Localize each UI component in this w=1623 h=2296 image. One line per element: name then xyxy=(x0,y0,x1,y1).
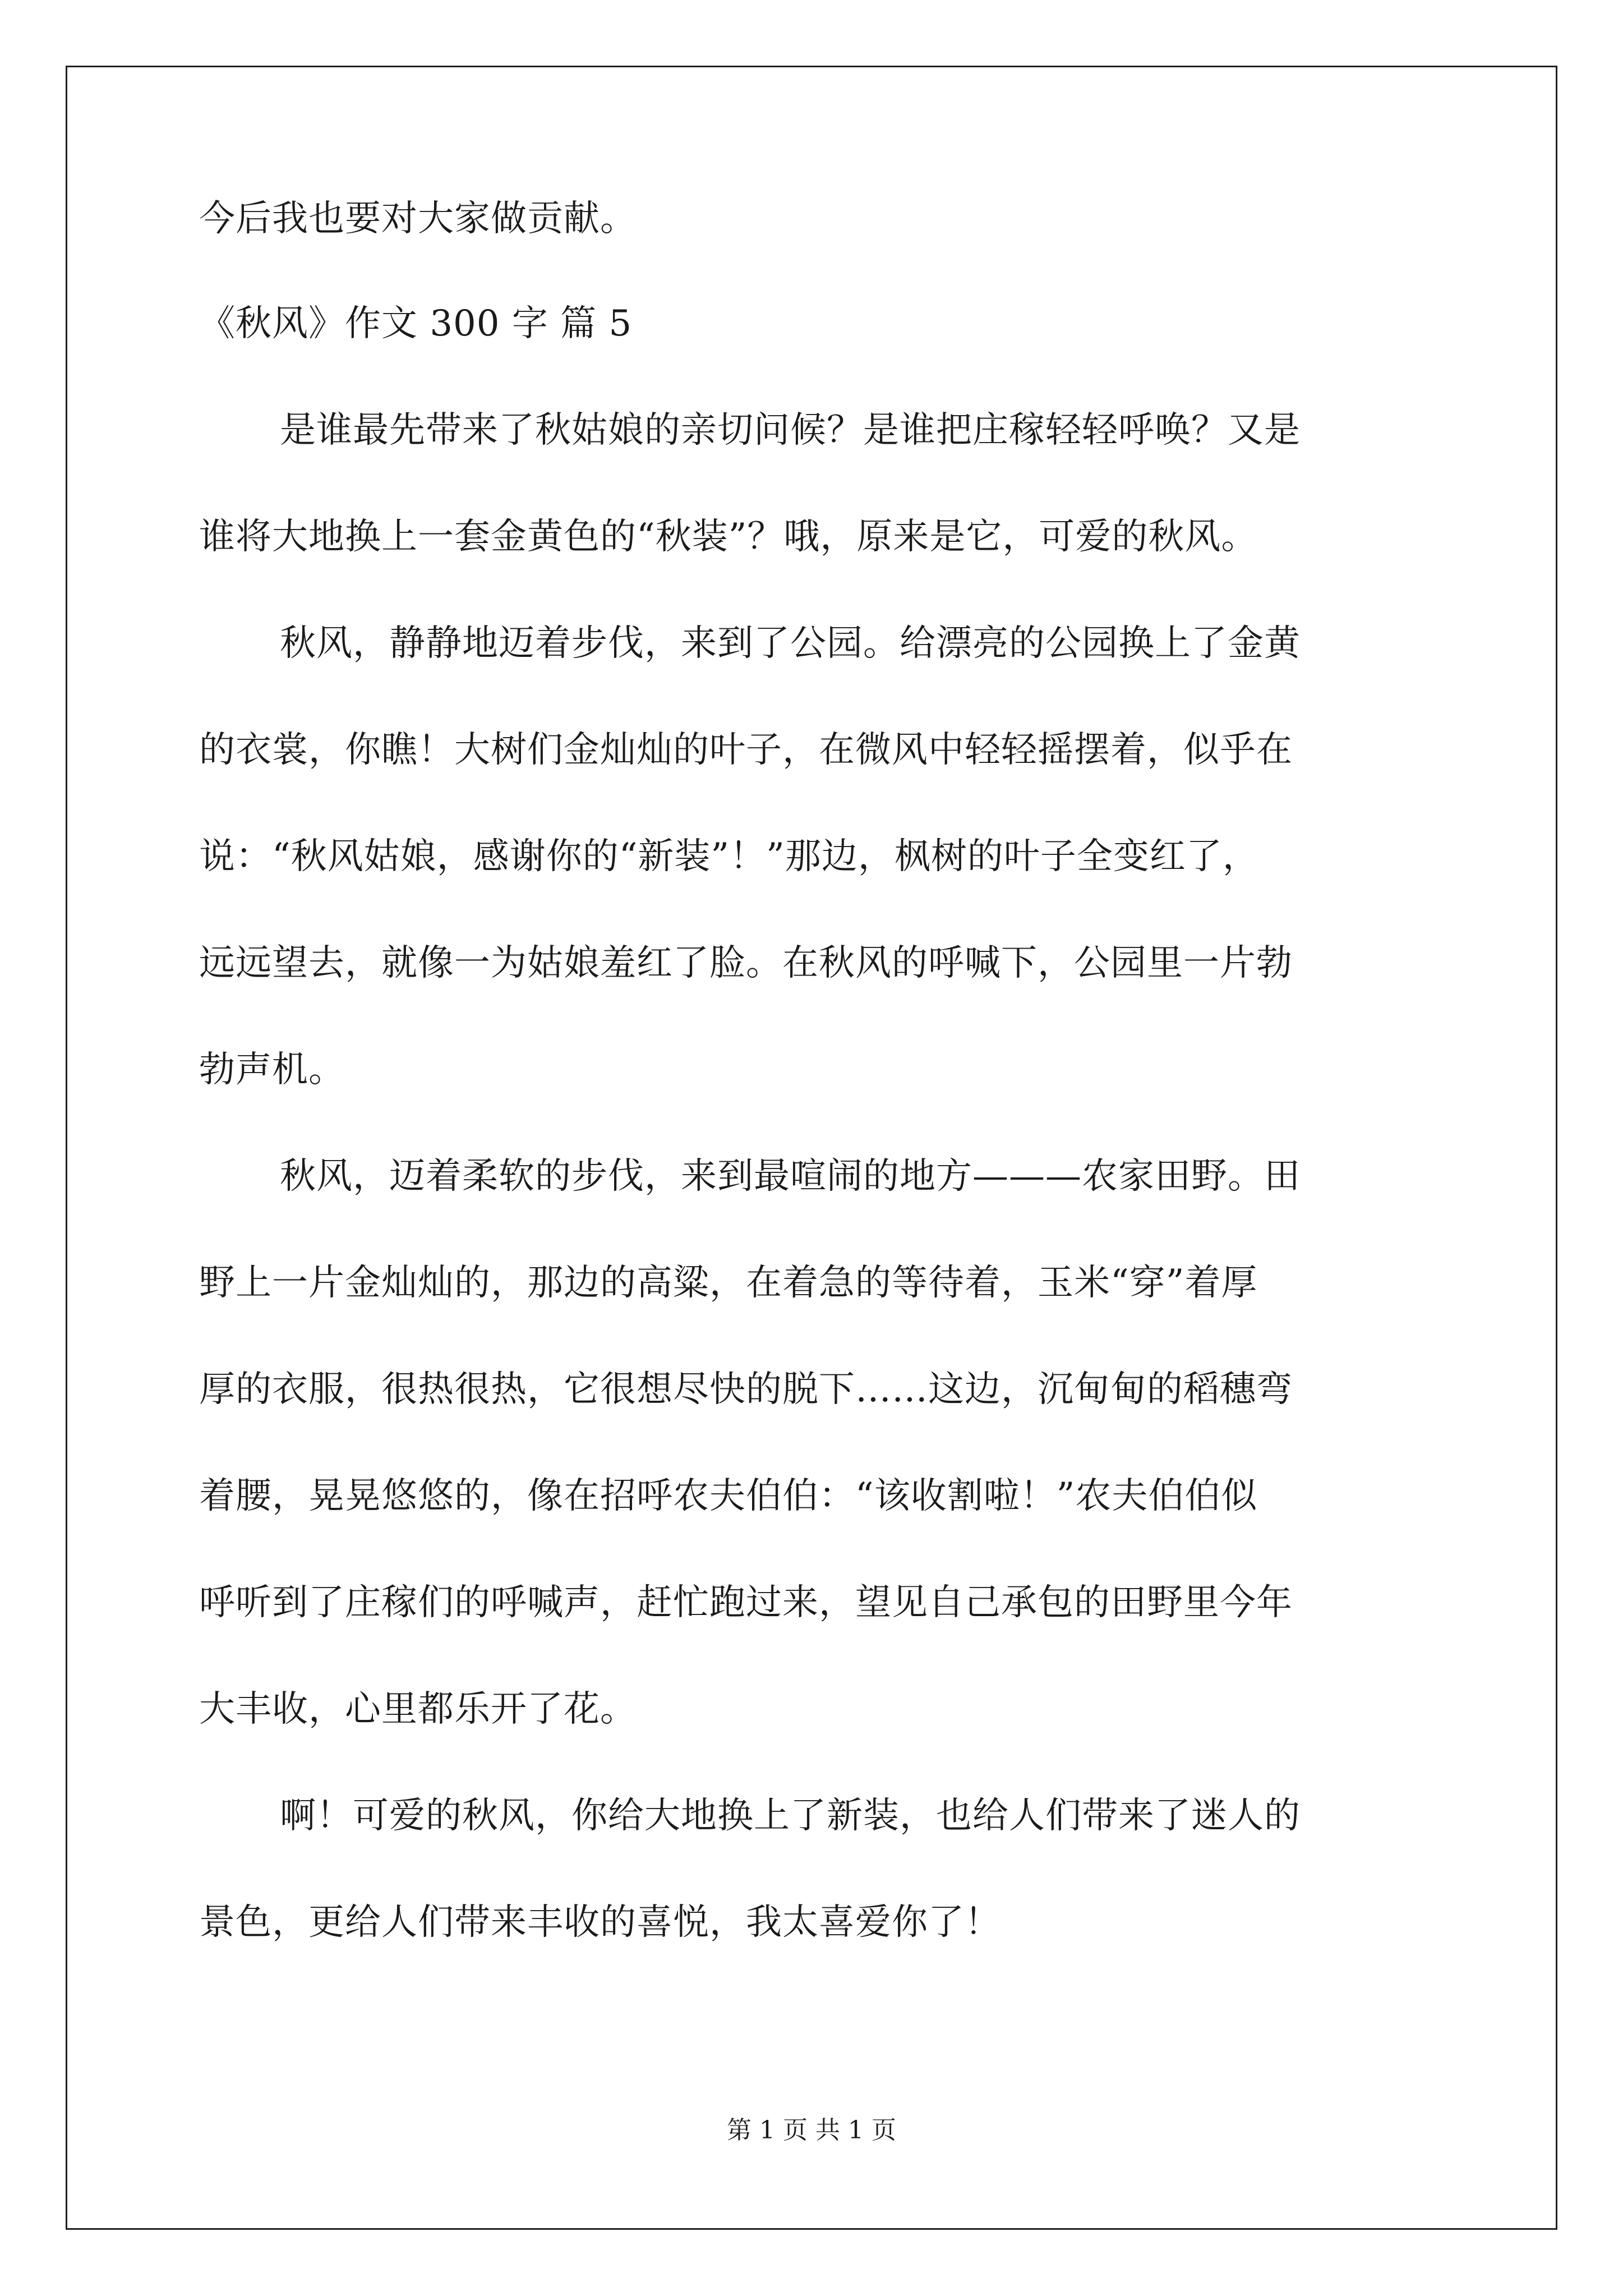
text-line: 说：“秋风姑娘，感谢你的“新装”！”那边，枫树的叶子全变红了， xyxy=(199,836,1259,877)
text-line: 景色，更给人们带来丰收的喜悦，我太喜爱你了！ xyxy=(199,1902,1001,1943)
text-line: 秋风，静静地迈着步伐，来到了公园。给漂亮的公园换上了金黄 xyxy=(280,623,1301,664)
text-line: 野上一片金灿灿的，那边的高粱，在着急的等待着，玉米“穿”着厚 xyxy=(199,1262,1258,1304)
text-line: 今后我也要对大家做贡献。 xyxy=(199,198,637,240)
text-line: 远远望去，就像一为姑娘羞红了脸。在秋风的呼喊下，公园里一片勃 xyxy=(199,942,1293,984)
text-line: 啊！可爱的秋风，你给大地换上了新装，也给人们带来了迷人的 xyxy=(280,1795,1301,1837)
text-line: 秋风，迈着柔软的步伐，来到最喧闹的地方———农家田野。田 xyxy=(280,1156,1301,1197)
text-line: 的衣裳，你瞧！大树们金灿灿的叶子，在微风中轻轻摇摆着，似乎在 xyxy=(199,729,1293,771)
text-line: 厚的衣服，很热很热，它很想尽快的脱下……这边，沉甸甸的稻穗弯 xyxy=(199,1369,1293,1410)
section-heading: 《秋风》作文 300 字 篇 5 xyxy=(199,303,633,344)
text-line: 是谁最先带来了秋姑娘的亲切问候？是谁把庄稼轻轻呼唤？又是 xyxy=(280,409,1301,451)
text-line: 谁将大地换上一套金黄色的“秋装”？哦，原来是它，可爱的秋风。 xyxy=(199,516,1258,558)
text-line: 勃声机。 xyxy=(199,1049,345,1091)
text-line: 着腰，晃晃悠悠的，像在招呼农夫伯伯：“该收割啦！”农夫伯伯似 xyxy=(199,1475,1258,1517)
text-line: 呼听到了庄稼们的呼喊声，赶忙跑过来，望见自己承包的田野里今年 xyxy=(199,1582,1293,1623)
text-line: 大丰收，心里都乐开了花。 xyxy=(199,1688,637,1730)
page-footer: 第 1 页 共 1 页 xyxy=(727,2116,896,2145)
